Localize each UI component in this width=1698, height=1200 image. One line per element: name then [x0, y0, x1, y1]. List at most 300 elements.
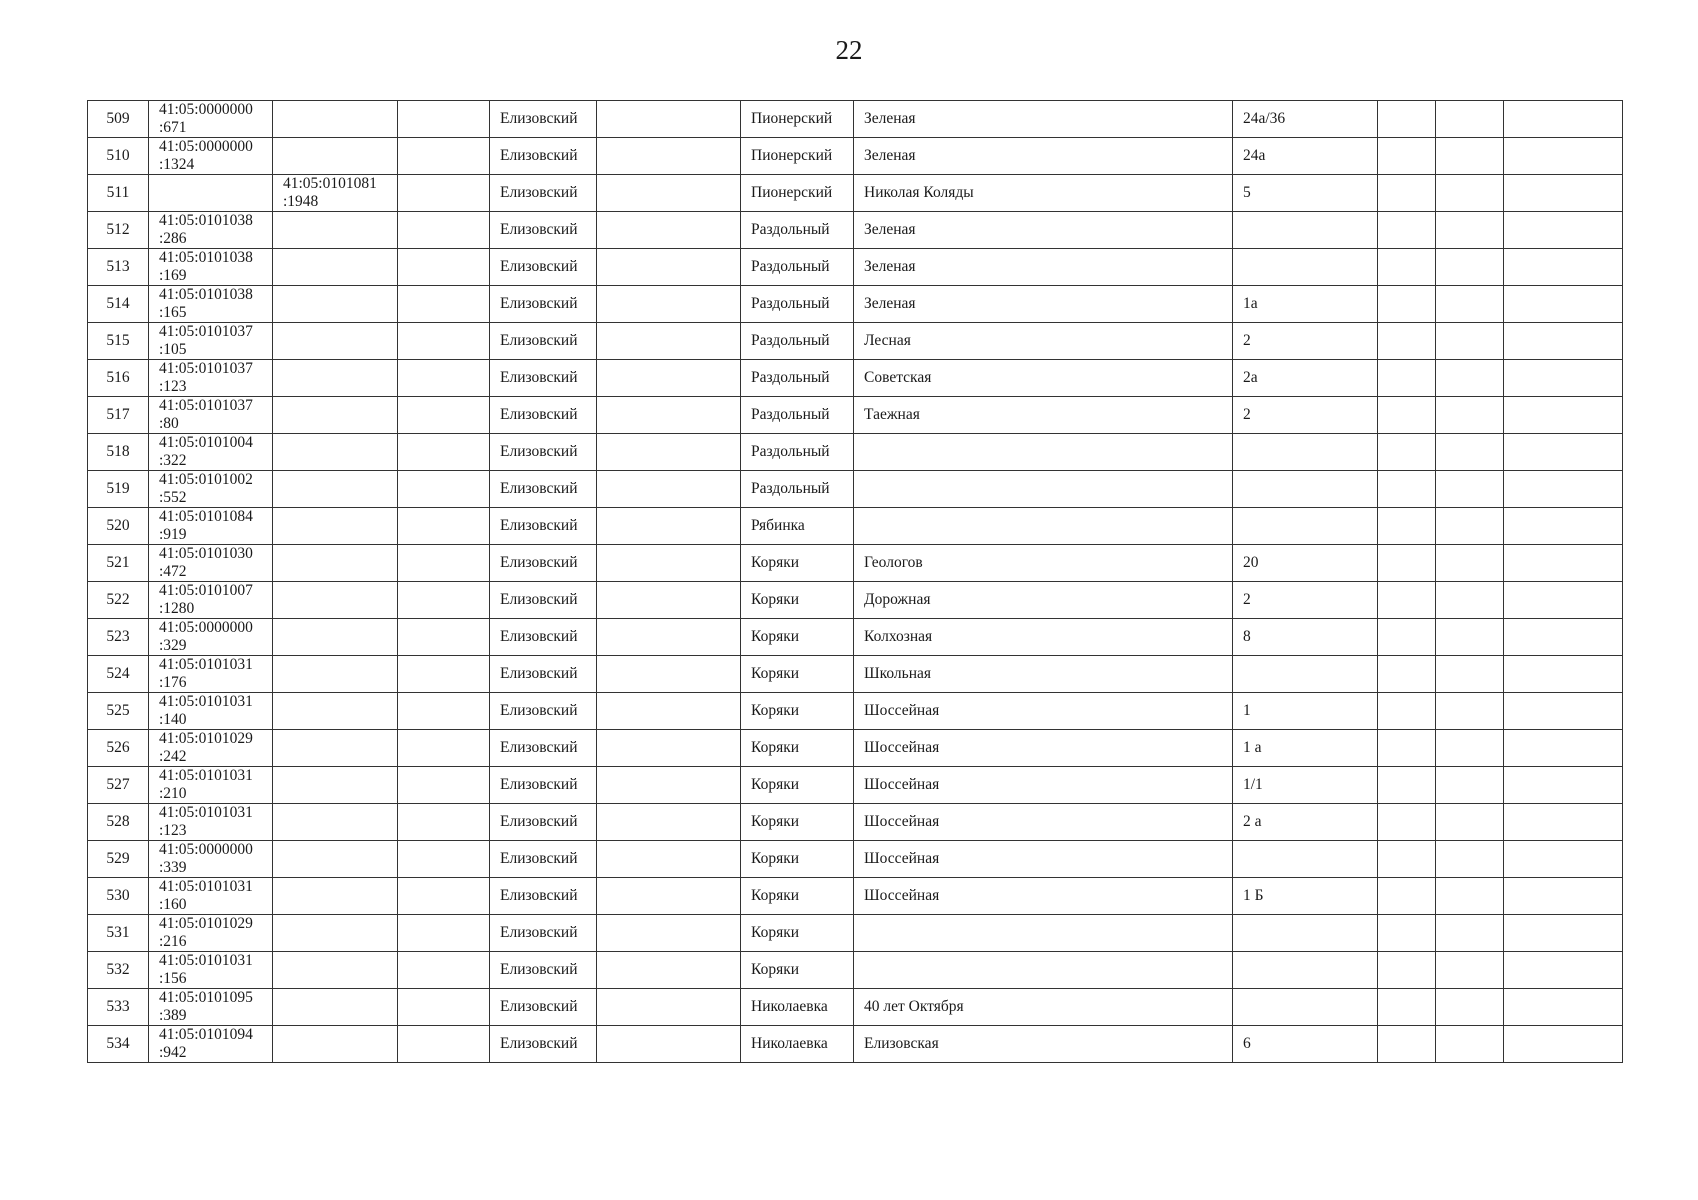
empty-cell [398, 582, 490, 619]
house-cell: 1 [1233, 693, 1378, 730]
row-number-cell: 522 [88, 582, 149, 619]
cadastral-number-line: :156 [159, 970, 187, 987]
empty-cell [1504, 434, 1623, 471]
empty-cell [597, 656, 741, 693]
cadastral-number-line: 41:05:0101031 [159, 693, 253, 710]
empty-cell [1378, 101, 1436, 138]
cadastral-number-cell [149, 212, 273, 249]
cadastral-number-cell [149, 915, 273, 952]
table-row [88, 101, 1623, 138]
cadastral-number-line: 41:05:0101031 [159, 656, 253, 673]
cadastral-number-2-cell [273, 397, 398, 434]
empty-cell [597, 545, 741, 582]
district-cell: Елизовский [490, 101, 597, 138]
empty-cell [398, 915, 490, 952]
row-number-cell: 525 [88, 693, 149, 730]
empty-cell [597, 1026, 741, 1063]
table-row [88, 767, 1623, 804]
cadastral-number-cell [149, 693, 273, 730]
empty-cell [1504, 989, 1623, 1026]
empty-cell [398, 878, 490, 915]
empty-cell [1436, 693, 1504, 730]
settlement-cell: Коряки [741, 878, 854, 915]
row-number-cell: 511 [88, 175, 149, 212]
district-cell: Елизовский [490, 286, 597, 323]
cadastral-number-line: 41:05:0101038 [159, 249, 253, 266]
cadastral-number-line: 41:05:0101037 [159, 323, 253, 340]
cadastral-number-cell [149, 656, 273, 693]
empty-cell [1436, 730, 1504, 767]
empty-cell [398, 1026, 490, 1063]
cadastral-number-line: 41:05:0101030 [159, 545, 253, 562]
cadastral-number-2-cell [273, 138, 398, 175]
district-cell: Елизовский [490, 434, 597, 471]
table-row [88, 434, 1623, 471]
settlement-cell: Коряки [741, 693, 854, 730]
house-cell: 2 [1233, 397, 1378, 434]
cadastral-number-line: :322 [159, 452, 187, 469]
empty-cell [398, 397, 490, 434]
cadastral-number-line: 41:05:0101094 [159, 1026, 253, 1043]
empty-cell [1378, 693, 1436, 730]
cadastral-number-2-cell [273, 471, 398, 508]
street-cell [854, 915, 1233, 952]
row-number-cell: 512 [88, 212, 149, 249]
empty-cell [1504, 767, 1623, 804]
row-number-cell: 509 [88, 101, 149, 138]
cadastral-number-cell [149, 175, 273, 212]
empty-cell [1436, 878, 1504, 915]
empty-cell [398, 101, 490, 138]
cadastral-number-2-cell [273, 101, 398, 138]
settlement-cell: Пионерский [741, 138, 854, 175]
table-row [88, 656, 1623, 693]
table-row [88, 878, 1623, 915]
empty-cell [398, 767, 490, 804]
cadastral-number-line: 41:05:0000000 [159, 841, 253, 858]
district-cell: Елизовский [490, 656, 597, 693]
empty-cell [1436, 360, 1504, 397]
settlement-cell: Коряки [741, 952, 854, 989]
cadastral-number-line: :1948 [283, 193, 319, 210]
district-cell: Елизовский [490, 730, 597, 767]
empty-cell [597, 878, 741, 915]
house-cell [1233, 841, 1378, 878]
row-number-cell: 514 [88, 286, 149, 323]
street-cell: Шоссейная [854, 730, 1233, 767]
row-number-cell: 529 [88, 841, 149, 878]
empty-cell [1378, 471, 1436, 508]
cadastral-number-cell [149, 434, 273, 471]
district-cell: Елизовский [490, 545, 597, 582]
empty-cell [597, 804, 741, 841]
empty-cell [597, 138, 741, 175]
empty-cell [597, 175, 741, 212]
empty-cell [1378, 915, 1436, 952]
cadastral-number-cell [149, 545, 273, 582]
table-row [88, 249, 1623, 286]
empty-cell [1436, 656, 1504, 693]
row-number-cell: 523 [88, 619, 149, 656]
cadastral-number-line: 41:05:0101031 [159, 767, 253, 784]
district-cell: Елизовский [490, 360, 597, 397]
district-cell: Елизовский [490, 693, 597, 730]
empty-cell [1436, 101, 1504, 138]
cadastral-number-2-cell [273, 952, 398, 989]
settlement-cell: Коряки [741, 656, 854, 693]
row-number-cell: 533 [88, 989, 149, 1026]
row-number-cell: 528 [88, 804, 149, 841]
cadastral-number-line: :942 [159, 1044, 187, 1061]
empty-cell [1378, 360, 1436, 397]
table-row [88, 212, 1623, 249]
street-cell: Зеленая [854, 138, 1233, 175]
house-cell [1233, 212, 1378, 249]
cadastral-number-2-cell [273, 693, 398, 730]
cadastral-number-line: :140 [159, 711, 187, 728]
cadastral-number-2-cell [273, 804, 398, 841]
cadastral-number-line: 41:05:0101007 [159, 582, 253, 599]
cadastral-number-line: 41:05:0101029 [159, 915, 253, 932]
empty-cell [1378, 323, 1436, 360]
cadastral-number-2-cell [273, 286, 398, 323]
cadastral-number-2-cell [273, 1026, 398, 1063]
row-number-cell: 510 [88, 138, 149, 175]
street-cell: Таежная [854, 397, 1233, 434]
cadastral-number-line: :329 [159, 637, 187, 654]
street-cell: Колхозная [854, 619, 1233, 656]
cadastral-number-cell [149, 841, 273, 878]
empty-cell [597, 915, 741, 952]
cadastral-number-line: :1324 [159, 156, 195, 173]
cadastral-number-line: :339 [159, 859, 187, 876]
empty-cell [1378, 767, 1436, 804]
cadastral-number-line: :169 [159, 267, 187, 284]
empty-cell [1436, 989, 1504, 1026]
empty-cell [1378, 175, 1436, 212]
table-row [88, 397, 1623, 434]
row-number-cell: 531 [88, 915, 149, 952]
table-row [88, 952, 1623, 989]
cadastral-number-cell [149, 952, 273, 989]
house-cell: 1 а [1233, 730, 1378, 767]
empty-cell [597, 323, 741, 360]
district-cell: Елизовский [490, 619, 597, 656]
district-cell: Елизовский [490, 175, 597, 212]
register-body [88, 101, 1623, 1063]
table-row [88, 693, 1623, 730]
empty-cell [597, 508, 741, 545]
empty-cell [398, 323, 490, 360]
street-cell: Лесная [854, 323, 1233, 360]
settlement-cell: Коряки [741, 545, 854, 582]
empty-cell [1504, 804, 1623, 841]
empty-cell [597, 619, 741, 656]
cadastral-number-2-cell [273, 323, 398, 360]
empty-cell [1504, 286, 1623, 323]
district-cell: Елизовский [490, 767, 597, 804]
row-number-cell: 521 [88, 545, 149, 582]
empty-cell [1504, 138, 1623, 175]
table-row [88, 730, 1623, 767]
street-cell: Шоссейная [854, 693, 1233, 730]
empty-cell [1436, 841, 1504, 878]
empty-cell [1436, 582, 1504, 619]
cadastral-number-2-cell [273, 619, 398, 656]
settlement-cell: Коряки [741, 767, 854, 804]
table-row [88, 989, 1623, 1026]
cadastral-number-2-cell [273, 730, 398, 767]
cadastral-number-cell [149, 767, 273, 804]
cadastral-number-line: :105 [159, 341, 187, 358]
empty-cell [1436, 1026, 1504, 1063]
settlement-cell: Раздольный [741, 286, 854, 323]
empty-cell [1436, 804, 1504, 841]
cadastral-number-line: 41:05:0101031 [159, 952, 253, 969]
empty-cell [1504, 915, 1623, 952]
empty-cell [1436, 508, 1504, 545]
empty-cell [1504, 841, 1623, 878]
house-cell [1233, 434, 1378, 471]
cadastral-number-cell [149, 730, 273, 767]
district-cell: Елизовский [490, 212, 597, 249]
table-row [88, 323, 1623, 360]
settlement-cell: Рябинка [741, 508, 854, 545]
empty-cell [1378, 545, 1436, 582]
empty-cell [1436, 545, 1504, 582]
house-cell [1233, 915, 1378, 952]
empty-cell [1504, 878, 1623, 915]
empty-cell [1504, 656, 1623, 693]
cadastral-number-line: 41:05:0101084 [159, 508, 253, 525]
empty-cell [398, 175, 490, 212]
empty-cell [1378, 138, 1436, 175]
cadastral-number-line: 41:05:0101031 [159, 878, 253, 895]
cadastral-number-2-cell [273, 656, 398, 693]
district-cell: Елизовский [490, 952, 597, 989]
cadastral-number-line: :216 [159, 933, 187, 950]
cadastral-number-line: 41:05:0101004 [159, 434, 253, 451]
row-number-cell: 524 [88, 656, 149, 693]
house-cell: 2 а [1233, 804, 1378, 841]
house-cell [1233, 989, 1378, 1026]
empty-cell [597, 989, 741, 1026]
empty-cell [398, 508, 490, 545]
house-cell: 2а [1233, 360, 1378, 397]
cadastral-number-2-cell [273, 915, 398, 952]
cadastral-number-line: :389 [159, 1007, 187, 1024]
empty-cell [398, 286, 490, 323]
cadastral-number-cell [149, 101, 273, 138]
cadastral-number-line: 41:05:0101029 [159, 730, 253, 747]
row-number-cell: 530 [88, 878, 149, 915]
cadastral-number-line: :242 [159, 748, 187, 765]
settlement-cell: Коряки [741, 841, 854, 878]
street-cell: Николая Коляды [854, 175, 1233, 212]
cadastral-number-line: 41:05:0000000 [159, 138, 253, 155]
street-cell [854, 508, 1233, 545]
row-number-cell: 532 [88, 952, 149, 989]
row-number-cell: 527 [88, 767, 149, 804]
empty-cell [398, 471, 490, 508]
empty-cell [597, 101, 741, 138]
house-cell: 1а [1233, 286, 1378, 323]
settlement-cell: Раздольный [741, 360, 854, 397]
table-row [88, 175, 1623, 212]
empty-cell [398, 804, 490, 841]
empty-cell [398, 619, 490, 656]
empty-cell [398, 656, 490, 693]
house-cell [1233, 249, 1378, 286]
empty-cell [1436, 249, 1504, 286]
cadastral-number-line: :671 [159, 119, 187, 136]
cadastral-number-2-cell [273, 249, 398, 286]
row-number-cell: 519 [88, 471, 149, 508]
empty-cell [1378, 397, 1436, 434]
cadastral-number-cell [149, 582, 273, 619]
empty-cell [1378, 804, 1436, 841]
empty-cell [398, 249, 490, 286]
table-row [88, 138, 1623, 175]
street-cell: Шоссейная [854, 767, 1233, 804]
empty-cell [1378, 878, 1436, 915]
table-row [88, 619, 1623, 656]
empty-cell [398, 952, 490, 989]
table-row [88, 582, 1623, 619]
row-number-cell: 517 [88, 397, 149, 434]
cadastral-number-2-cell [273, 434, 398, 471]
house-cell: 1/1 [1233, 767, 1378, 804]
street-cell: Школьная [854, 656, 1233, 693]
cadastral-number-2-cell [273, 212, 398, 249]
empty-cell [1504, 212, 1623, 249]
house-cell: 6 [1233, 1026, 1378, 1063]
empty-cell [398, 212, 490, 249]
cadastral-number-2-cell [273, 841, 398, 878]
empty-cell [398, 730, 490, 767]
cadastral-number-line: 41:05:0101002 [159, 471, 253, 488]
empty-cell [1378, 582, 1436, 619]
settlement-cell: Николаевка [741, 1026, 854, 1063]
empty-cell [1378, 286, 1436, 323]
empty-cell [398, 434, 490, 471]
cadastral-number-cell [149, 397, 273, 434]
street-cell: Зеленая [854, 249, 1233, 286]
empty-cell [1378, 1026, 1436, 1063]
cadastral-number-line: 41:05:0101031 [159, 804, 253, 821]
settlement-cell: Пионерский [741, 175, 854, 212]
cadastral-number-line: :286 [159, 230, 187, 247]
empty-cell [1504, 952, 1623, 989]
cadastral-number-cell [149, 249, 273, 286]
district-cell: Елизовский [490, 878, 597, 915]
empty-cell [1436, 915, 1504, 952]
district-cell: Елизовский [490, 508, 597, 545]
empty-cell [1378, 619, 1436, 656]
settlement-cell: Раздольный [741, 471, 854, 508]
row-number-cell: 534 [88, 1026, 149, 1063]
district-cell: Елизовский [490, 915, 597, 952]
empty-cell [1436, 175, 1504, 212]
cadastral-number-line: :176 [159, 674, 187, 691]
empty-cell [1378, 656, 1436, 693]
settlement-cell: Коряки [741, 915, 854, 952]
street-cell: Елизовская [854, 1026, 1233, 1063]
district-cell: Елизовский [490, 249, 597, 286]
row-number-cell: 513 [88, 249, 149, 286]
empty-cell [597, 286, 741, 323]
empty-cell [1504, 508, 1623, 545]
cadastral-number-cell [149, 286, 273, 323]
settlement-cell: Коряки [741, 730, 854, 767]
district-cell: Елизовский [490, 841, 597, 878]
cadastral-number-cell [149, 878, 273, 915]
table-row [88, 804, 1623, 841]
empty-cell [1504, 582, 1623, 619]
row-number-cell: 518 [88, 434, 149, 471]
row-number-cell: 526 [88, 730, 149, 767]
empty-cell [1436, 952, 1504, 989]
row-number-cell: 515 [88, 323, 149, 360]
empty-cell [1378, 952, 1436, 989]
empty-cell [597, 841, 741, 878]
district-cell: Елизовский [490, 471, 597, 508]
cadastral-number-line: :123 [159, 822, 187, 839]
cadastral-number-line: 41:05:0000000 [159, 619, 253, 636]
cadastral-number-cell [149, 1026, 273, 1063]
empty-cell [1504, 323, 1623, 360]
empty-cell [398, 841, 490, 878]
settlement-cell: Коряки [741, 619, 854, 656]
house-cell [1233, 508, 1378, 545]
settlement-cell: Пионерский [741, 101, 854, 138]
empty-cell [1378, 508, 1436, 545]
house-cell: 8 [1233, 619, 1378, 656]
empty-cell [597, 397, 741, 434]
empty-cell [597, 471, 741, 508]
empty-cell [597, 360, 741, 397]
empty-cell [597, 212, 741, 249]
settlement-cell: Коряки [741, 582, 854, 619]
cadastral-number-2-cell [273, 767, 398, 804]
cadastral-number-cell [149, 989, 273, 1026]
cadastral-number-line: :1280 [159, 600, 195, 617]
table-row [88, 508, 1623, 545]
table-row [88, 1026, 1623, 1063]
street-cell: Шоссейная [854, 804, 1233, 841]
district-cell: Елизовский [490, 989, 597, 1026]
cadastral-number-line: 41:05:0101038 [159, 286, 253, 303]
cadastral-number-cell [149, 471, 273, 508]
empty-cell [597, 952, 741, 989]
empty-cell [1436, 434, 1504, 471]
row-number-cell: 516 [88, 360, 149, 397]
empty-cell [398, 360, 490, 397]
settlement-cell: Раздольный [741, 323, 854, 360]
empty-cell [1504, 397, 1623, 434]
table-row [88, 286, 1623, 323]
empty-cell [1504, 1026, 1623, 1063]
cadastral-number-2-cell [273, 175, 398, 212]
table-row [88, 841, 1623, 878]
cadastral-number-line: 41:05:0000000 [159, 101, 253, 118]
empty-cell [398, 693, 490, 730]
street-cell: Советская [854, 360, 1233, 397]
empty-cell [1504, 471, 1623, 508]
empty-cell [1436, 619, 1504, 656]
cadastral-number-2-cell [273, 545, 398, 582]
cadastral-number-cell [149, 508, 273, 545]
